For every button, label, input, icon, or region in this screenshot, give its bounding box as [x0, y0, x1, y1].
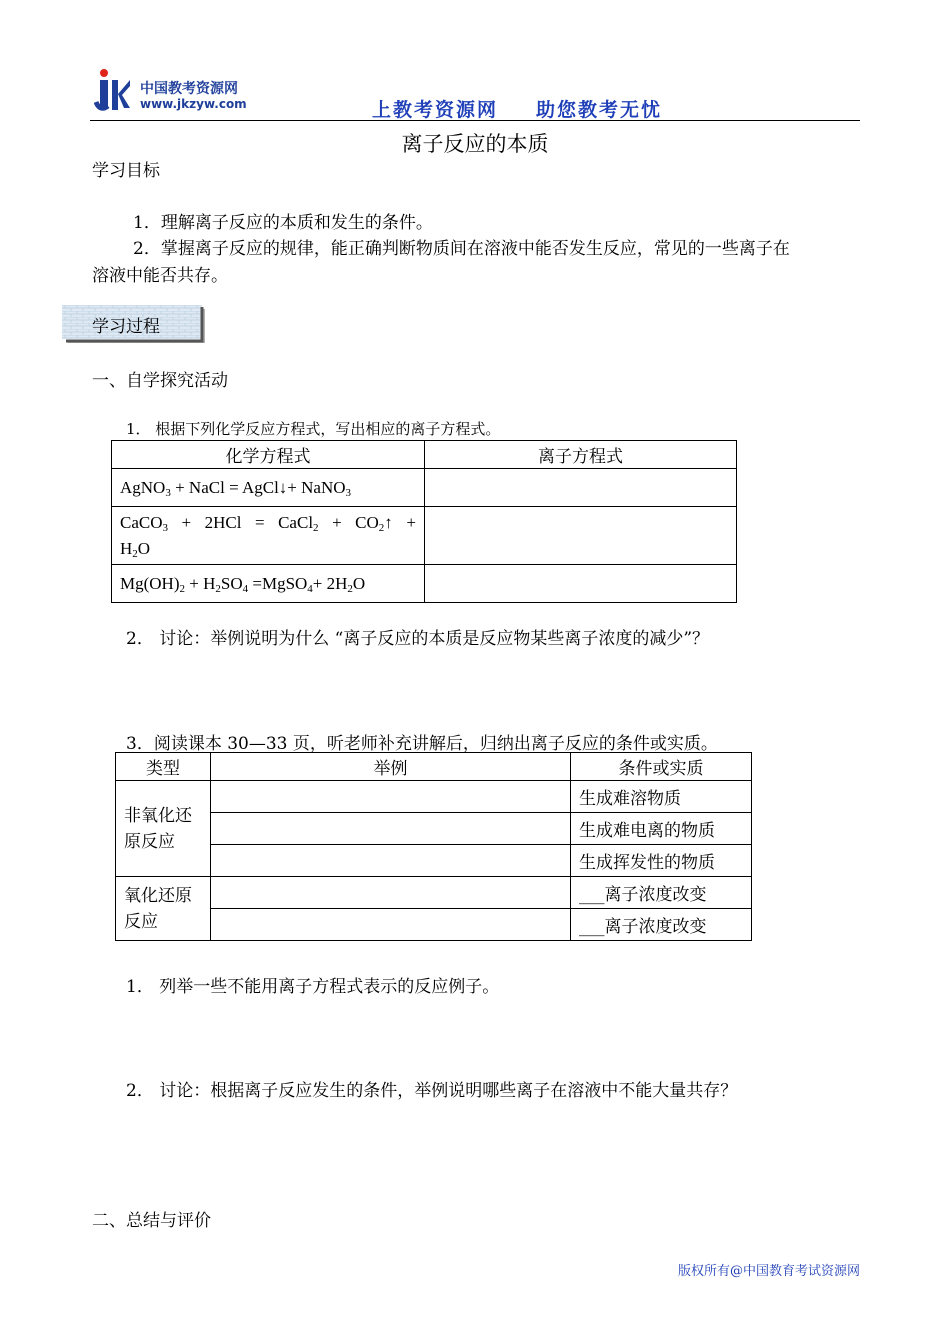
answer-cell[interactable] [425, 469, 737, 507]
goal-item-2-cont: 溶液中能否共存。 [92, 266, 228, 286]
logo [94, 68, 132, 114]
goal-item-1: 1．理解离子反应的本质和发生的条件。 [133, 213, 433, 233]
example-cell[interactable] [211, 813, 571, 845]
question-2: 2． 讨论：举例说明为什么 “离子反应的本质是反应物某些离子浓度的减少”？ [126, 629, 710, 649]
answer-cell[interactable] [425, 565, 737, 603]
example-cell[interactable] [211, 877, 571, 909]
header-rule [90, 120, 860, 121]
slogan [372, 95, 700, 122]
goal-item-2: 2．掌握离子反应的规律，能正确判断物质间在溶液中能否发生反应，常见的一些离子在 [133, 239, 790, 259]
example-cell[interactable] [211, 845, 571, 877]
table-header: 类型 [116, 753, 211, 781]
process-label: 学习过程 [92, 317, 160, 337]
table-header: 举例 [211, 753, 571, 781]
question-3: 3．阅读课本 30—33 页，听老师补充讲解后，归纳出离子反应的条件或实质。 [126, 734, 718, 754]
table-header: 离子方程式 [425, 441, 737, 469]
equation-cell: CaCO$_3$ + 2HCl = CaCl$_2$ + $CO_2↑$ + $H_2O$ [112, 507, 425, 565]
page-title: 离子反应的本质 [401, 132, 549, 156]
section-1-heading: 一、自学探究活动 [92, 371, 228, 391]
type-label-line: 氧化还原 [124, 885, 192, 906]
table-header: 化学方程式 [112, 441, 425, 469]
question-1: 1． 根据下列化学反应方程式，写出相应的离子方程式。 [126, 420, 501, 438]
condition-cell: 生成难溶物质 [571, 781, 752, 813]
type-cell [116, 781, 211, 877]
condition-cell: 生成挥发性的物质 [571, 845, 752, 877]
equation-table [111, 440, 737, 603]
logo-name: 中国教考资源网 [140, 81, 238, 97]
slogan-right: 助您教考无忧 [536, 99, 663, 121]
conditions-table [115, 752, 752, 941]
condition-cell: 生成难电离的物质 [571, 813, 752, 845]
answer-cell[interactable] [425, 507, 737, 565]
condition-cell: ___离子浓度改变 [571, 909, 752, 941]
equation-cell: AgNO$_3$ + NaCl = AgCl↓+ NaNO$_3$ [112, 469, 425, 507]
example-cell[interactable] [211, 909, 571, 941]
type-label-line: 反应 [124, 911, 158, 932]
example-cell[interactable] [211, 781, 571, 813]
question-4: 1． 列举一些不能用离子方程式表示的反应例子。 [126, 977, 500, 997]
goals-heading: 学习目标 [92, 161, 160, 181]
question-5: 2． 讨论：根据离子反应发生的条件，举例说明哪些离子在溶液中不能大量共存？ [126, 1081, 738, 1101]
type-label-line: 非氧化还 [124, 805, 192, 826]
footer-copyright: 版权所有@中国教育考试资源网 [677, 1264, 860, 1279]
logo-url: www.jkzyw.com [140, 97, 247, 111]
type-cell [116, 877, 211, 941]
equation-cell: $Mg(OH)_2 + H_2SO_4$ =MgSO$_4$+ $2H_2O$ [112, 565, 425, 603]
table-header: 条件或实质 [571, 753, 752, 781]
type-label-line: 原反应 [124, 831, 175, 852]
condition-cell: ___离子浓度改变 [571, 877, 752, 909]
slogan-left: 上教考资源网 [372, 99, 499, 121]
section-2-heading: 二、总结与评价 [92, 1211, 211, 1231]
